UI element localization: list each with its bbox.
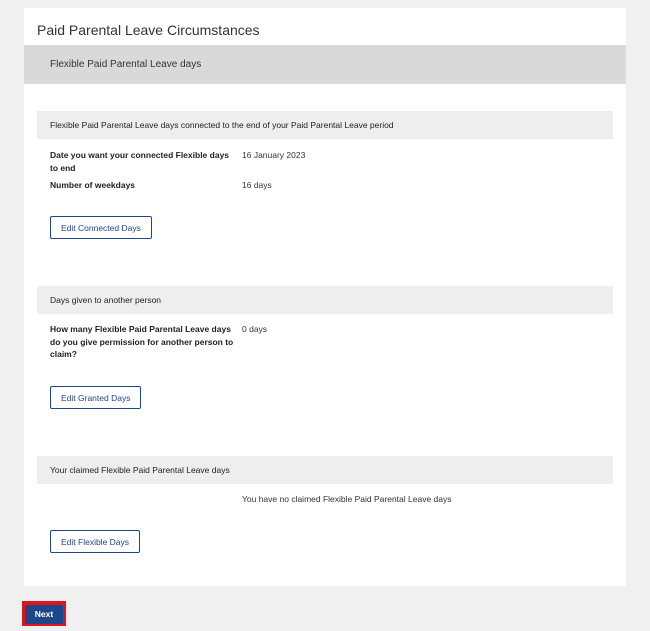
section-title: Flexible Paid Parental Leave days — [50, 59, 202, 70]
edit-flexible-days-button[interactable]: Edit Flexible Days — [50, 530, 140, 553]
edit-granted-days-button[interactable]: Edit Granted Days — [50, 386, 141, 409]
no-claimed-days-message: You have no claimed Flexible Paid Parental Leave days — [242, 494, 452, 504]
claimed-days-header-text: Your claimed Flexible Paid Parental Leave days — [50, 465, 230, 475]
next-button[interactable]: Next — [25, 605, 63, 624]
granted-days-header — [37, 286, 613, 314]
claimed-days-header — [37, 456, 613, 484]
granted-days-label: How many Flexible Paid Parental Leave days do you give permission for another person to claim? — [50, 324, 234, 359]
content-card — [24, 8, 626, 586]
connected-days-header-text: Flexible Paid Parental Leave days connected to the end of your Paid Parental Leave period — [50, 120, 394, 130]
next-button-focus-ring — [22, 601, 66, 626]
granted-days-header-text: Days given to another person — [50, 295, 162, 305]
weekdays-value: 16 days — [242, 180, 272, 190]
connected-end-date-value: 16 January 2023 — [242, 150, 306, 160]
weekdays-label: Number of weekdays — [50, 180, 136, 190]
page-title: Paid Parental Leave Circumstances — [37, 22, 260, 38]
connected-end-date-label: Date you want your connected Flexible days to end — [50, 150, 230, 173]
granted-days-value: 0 days — [242, 324, 268, 334]
edit-connected-days-button[interactable]: Edit Connected Days — [50, 216, 152, 239]
connected-days-header — [37, 111, 613, 139]
section-header — [24, 45, 626, 84]
